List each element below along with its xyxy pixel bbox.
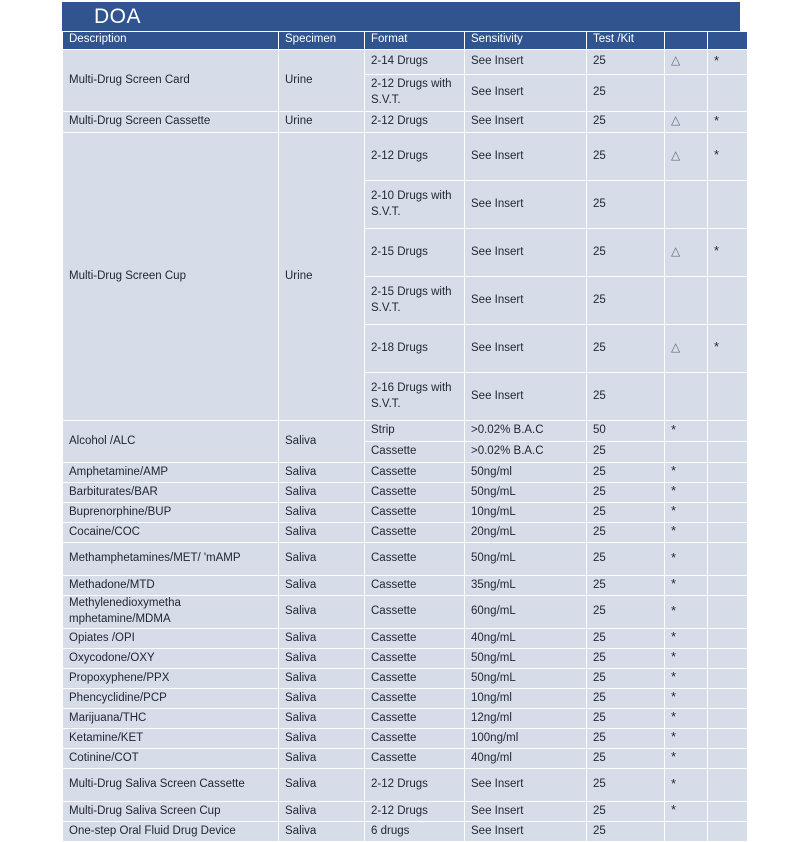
cell-test-kit: 25 [587, 543, 664, 575]
cell-test-kit: 25 [587, 483, 664, 502]
marker-cell-1 [665, 75, 707, 111]
cell-test-kit: 25 [587, 769, 664, 801]
cell-description: Propoxyphene/PPX [63, 669, 278, 688]
marker-cell-1 [665, 373, 707, 420]
asterisk-icon [665, 543, 707, 575]
doa-product-table [62, 31, 748, 842]
cell-specimen: Saliva [279, 669, 364, 688]
table-row [63, 802, 747, 821]
cell-format: Cassette [365, 576, 464, 595]
asterisk-icon [665, 421, 707, 441]
asterisk-glyph: * [671, 549, 677, 565]
asterisk-glyph: * [671, 576, 677, 592]
marker-cell-2 [708, 373, 747, 420]
table-row [63, 629, 747, 648]
cell-format: 2-12 Drugs [365, 112, 464, 132]
table-row [63, 50, 747, 74]
cell-specimen: Urine [279, 133, 364, 420]
cell-test-kit: 25 [587, 325, 664, 372]
doa-table-container [62, 2, 740, 842]
marker-cell-1 [665, 277, 707, 324]
cell-test-kit: 25 [587, 50, 664, 74]
marker-cell-1 [665, 442, 707, 462]
asterisk-glyph: * [671, 749, 677, 765]
asterisk-glyph: * [671, 463, 677, 479]
asterisk-icon [665, 649, 707, 668]
marker-cell-2 [708, 709, 747, 728]
cell-sensitivity: 100ng/ml [465, 729, 586, 748]
asterisk-icon [665, 802, 707, 821]
asterisk-icon [665, 709, 707, 728]
cell-format: Cassette [365, 629, 464, 648]
cell-test-kit: 25 [587, 709, 664, 728]
cell-sensitivity: 50ng/mL [465, 483, 586, 502]
cell-sensitivity: 20ng/mL [465, 523, 586, 542]
cell-specimen: Saliva [279, 463, 364, 482]
marker-cell-2 [708, 483, 747, 502]
table-body [63, 50, 747, 841]
cell-sensitivity: 50ng/mL [465, 543, 586, 575]
cell-format: Cassette [365, 709, 464, 728]
cell-format: 2-12 Drugs [365, 802, 464, 821]
asterisk-glyph: * [714, 52, 720, 68]
table-row [63, 649, 747, 668]
cell-sensitivity: See Insert [465, 822, 586, 841]
asterisk-icon [708, 325, 747, 372]
cell-description: Methylenedioxymetha mphetamine/MDMA [63, 596, 278, 628]
column-header-specimen: Specimen [279, 32, 364, 49]
cell-test-kit: 25 [587, 133, 664, 180]
cell-specimen: Saliva [279, 543, 364, 575]
asterisk-icon [665, 749, 707, 768]
cell-specimen: Saliva [279, 709, 364, 728]
cell-specimen: Saliva [279, 822, 364, 841]
asterisk-icon [708, 229, 747, 276]
triangle-glyph: △ [671, 53, 681, 68]
cell-description: Multi-Drug Saliva Screen Cassette [63, 769, 278, 801]
cell-test-kit: 25 [587, 442, 664, 462]
doa-title-banner [62, 2, 740, 31]
cell-format: 6 drugs [365, 822, 464, 841]
triangle-glyph: △ [671, 147, 681, 162]
cell-format: Cassette [365, 503, 464, 522]
cell-format: Cassette [365, 442, 464, 462]
cell-format: 2-12 Drugs with S.V.T. [365, 75, 464, 111]
cell-sensitivity: 12ng/ml [465, 709, 586, 728]
cell-description: Phencyclidine/PCP [63, 689, 278, 708]
asterisk-glyph: * [671, 602, 677, 618]
asterisk-icon [708, 50, 747, 74]
table-row [63, 709, 747, 728]
cell-test-kit: 25 [587, 649, 664, 668]
asterisk-icon [708, 112, 747, 132]
cell-test-kit: 25 [587, 277, 664, 324]
asterisk-glyph: * [714, 147, 720, 163]
cell-specimen: Saliva [279, 576, 364, 595]
marker-cell-2 [708, 503, 747, 522]
cell-description: Barbiturates/BAR [63, 483, 278, 502]
marker-cell-2 [708, 649, 747, 668]
asterisk-glyph: * [714, 243, 720, 259]
triangle-icon [665, 133, 707, 180]
triangle-glyph: △ [671, 339, 681, 354]
marker-cell-2 [708, 277, 747, 324]
asterisk-icon [665, 596, 707, 628]
cell-specimen: Urine [279, 50, 364, 111]
column-header-description: Description [63, 32, 278, 49]
cell-sensitivity: See Insert [465, 133, 586, 180]
asterisk-icon [665, 669, 707, 688]
column-header-marker-2 [708, 32, 747, 49]
asterisk-icon [665, 769, 707, 801]
cell-sensitivity: See Insert [465, 373, 586, 420]
marker-cell-2 [708, 523, 747, 542]
cell-description: One-step Oral Fluid Drug Device [63, 822, 278, 841]
cell-format: 2-14 Drugs [365, 50, 464, 74]
cell-test-kit: 25 [587, 373, 664, 420]
cell-test-kit: 25 [587, 669, 664, 688]
marker-cell-1 [665, 822, 707, 841]
asterisk-glyph: * [671, 649, 677, 665]
cell-format: Cassette [365, 649, 464, 668]
marker-cell-2 [708, 669, 747, 688]
cell-format: Cassette [365, 729, 464, 748]
marker-cell-2 [708, 802, 747, 821]
table-row [63, 729, 747, 748]
marker-cell-1 [665, 181, 707, 228]
cell-sensitivity: >0.02% B.A.C [465, 421, 586, 441]
cell-format: 2-12 Drugs [365, 769, 464, 801]
table-row [63, 669, 747, 688]
marker-cell-2 [708, 576, 747, 595]
cell-test-kit: 25 [587, 523, 664, 542]
cell-specimen: Saliva [279, 503, 364, 522]
asterisk-glyph: * [671, 629, 677, 645]
column-header-sensitivity: Sensitivity [465, 32, 586, 49]
table-header [63, 32, 747, 49]
asterisk-icon [665, 576, 707, 595]
cell-specimen: Urine [279, 112, 364, 132]
marker-cell-2 [708, 442, 747, 462]
triangle-icon [665, 325, 707, 372]
table-row [63, 483, 747, 502]
cell-format: Cassette [365, 483, 464, 502]
asterisk-glyph: * [671, 669, 677, 685]
asterisk-icon [665, 729, 707, 748]
table-row [63, 112, 747, 132]
marker-cell-2 [708, 543, 747, 575]
cell-specimen: Saliva [279, 749, 364, 768]
column-header-marker-1 [665, 32, 707, 49]
cell-description: Multi-Drug Saliva Screen Cup [63, 802, 278, 821]
cell-format: 2-12 Drugs [365, 133, 464, 180]
cell-sensitivity: See Insert [465, 112, 586, 132]
table-row [63, 576, 747, 595]
cell-sensitivity: 10ng/mL [465, 503, 586, 522]
cell-sensitivity: 60ng/mL [465, 596, 586, 628]
cell-sensitivity: See Insert [465, 50, 586, 74]
asterisk-glyph: * [671, 523, 677, 539]
cell-format: Cassette [365, 463, 464, 482]
header-row [63, 32, 747, 49]
cell-description: Multi-Drug Screen Cassette [63, 112, 278, 132]
asterisk-glyph: * [671, 689, 677, 705]
table-row [63, 503, 747, 522]
cell-test-kit: 25 [587, 229, 664, 276]
triangle-glyph: △ [671, 113, 681, 128]
cell-sensitivity: 50ng/ml [465, 463, 586, 482]
table-row [63, 133, 747, 180]
cell-description: Methadone/MTD [63, 576, 278, 595]
cell-sensitivity: See Insert [465, 229, 586, 276]
asterisk-icon [665, 483, 707, 502]
asterisk-icon [665, 689, 707, 708]
cell-specimen: Saliva [279, 421, 364, 462]
table-row [63, 421, 747, 441]
marker-cell-2 [708, 822, 747, 841]
cell-description: Marijuana/THC [63, 709, 278, 728]
cell-test-kit: 25 [587, 463, 664, 482]
marker-cell-2 [708, 421, 747, 441]
cell-specimen: Saliva [279, 483, 364, 502]
cell-test-kit: 25 [587, 802, 664, 821]
triangle-glyph: △ [671, 243, 681, 258]
marker-cell-2 [708, 689, 747, 708]
cell-description: Multi-Drug Screen Cup [63, 133, 278, 420]
cell-test-kit: 25 [587, 596, 664, 628]
cell-description: Multi-Drug Screen Card [63, 50, 278, 111]
cell-format: 2-16 Drugs with S.V.T. [365, 373, 464, 420]
asterisk-glyph: * [671, 802, 677, 818]
cell-sensitivity: See Insert [465, 769, 586, 801]
cell-format: 2-15 Drugs with S.V.T. [365, 277, 464, 324]
triangle-icon [665, 229, 707, 276]
asterisk-icon [708, 133, 747, 180]
cell-sensitivity: See Insert [465, 181, 586, 228]
marker-cell-2 [708, 749, 747, 768]
cell-format: Cassette [365, 689, 464, 708]
cell-description: Ketamine/KET [63, 729, 278, 748]
cell-test-kit: 25 [587, 503, 664, 522]
marker-cell-2 [708, 729, 747, 748]
cell-sensitivity: See Insert [465, 802, 586, 821]
cell-sensitivity: See Insert [465, 325, 586, 372]
cell-format: Cassette [365, 749, 464, 768]
cell-format: Cassette [365, 523, 464, 542]
cell-sensitivity: 35ng/mL [465, 576, 586, 595]
cell-test-kit: 25 [587, 112, 664, 132]
cell-specimen: Saliva [279, 802, 364, 821]
cell-test-kit: 25 [587, 576, 664, 595]
cell-specimen: Saliva [279, 596, 364, 628]
cell-specimen: Saliva [279, 649, 364, 668]
cell-description: Cotinine/COT [63, 749, 278, 768]
cell-sensitivity: 40ng/ml [465, 749, 586, 768]
cell-test-kit: 25 [587, 75, 664, 111]
marker-cell-2 [708, 596, 747, 628]
cell-test-kit: 25 [587, 629, 664, 648]
cell-specimen: Saliva [279, 689, 364, 708]
marker-cell-2 [708, 181, 747, 228]
asterisk-glyph: * [671, 775, 677, 791]
cell-sensitivity: 40ng/mL [465, 629, 586, 648]
asterisk-icon [665, 523, 707, 542]
cell-specimen: Saliva [279, 769, 364, 801]
table-row [63, 543, 747, 575]
table-row [63, 822, 747, 841]
cell-format: Cassette [365, 543, 464, 575]
column-header-format: Format [365, 32, 464, 49]
cell-description: Opiates /OPI [63, 629, 278, 648]
cell-format: 2-15 Drugs [365, 229, 464, 276]
cell-sensitivity: See Insert [465, 75, 586, 111]
table-row [63, 523, 747, 542]
cell-description: Amphetamine/AMP [63, 463, 278, 482]
cell-description: Methamphetamines/MET/ 'mAMP [63, 543, 278, 575]
marker-cell-2 [708, 629, 747, 648]
cell-format: 2-10 Drugs with S.V.T. [365, 181, 464, 228]
cell-format: 2-18 Drugs [365, 325, 464, 372]
asterisk-glyph: * [714, 339, 720, 355]
triangle-icon [665, 50, 707, 74]
cell-test-kit: 25 [587, 181, 664, 228]
cell-sensitivity: 50ng/mL [465, 649, 586, 668]
triangle-icon [665, 112, 707, 132]
cell-format: Cassette [365, 596, 464, 628]
cell-test-kit: 50 [587, 421, 664, 441]
cell-sensitivity: 10ng/ml [465, 689, 586, 708]
table-row [63, 689, 747, 708]
cell-description: Buprenorphine/BUP [63, 503, 278, 522]
cell-sensitivity: See Insert [465, 277, 586, 324]
page-title: DOA [94, 5, 142, 28]
asterisk-glyph: * [714, 112, 720, 128]
asterisk-glyph: * [671, 729, 677, 745]
asterisk-glyph: * [671, 503, 677, 519]
marker-cell-2 [708, 75, 747, 111]
cell-description: Alcohol /ALC [63, 421, 278, 462]
cell-test-kit: 25 [587, 689, 664, 708]
table-row [63, 749, 747, 768]
cell-test-kit: 25 [587, 822, 664, 841]
asterisk-icon [665, 629, 707, 648]
asterisk-glyph: * [671, 421, 677, 437]
cell-sensitivity: 50ng/mL [465, 669, 586, 688]
table-row [63, 596, 747, 628]
cell-format: Strip [365, 421, 464, 441]
cell-specimen: Saliva [279, 629, 364, 648]
cell-specimen: Saliva [279, 523, 364, 542]
cell-description: Cocaine/COC [63, 523, 278, 542]
cell-specimen: Saliva [279, 729, 364, 748]
cell-description: Oxycodone/OXY [63, 649, 278, 668]
table-row [63, 769, 747, 801]
marker-cell-2 [708, 463, 747, 482]
cell-test-kit: 25 [587, 749, 664, 768]
asterisk-glyph: * [671, 709, 677, 725]
asterisk-glyph: * [671, 483, 677, 499]
marker-cell-2 [708, 769, 747, 801]
asterisk-icon [665, 503, 707, 522]
cell-format: Cassette [365, 669, 464, 688]
column-header-test-kit: Test /Kit [587, 32, 664, 49]
cell-sensitivity: >0.02% B.A.C [465, 442, 586, 462]
cell-test-kit: 25 [587, 729, 664, 748]
asterisk-icon [665, 463, 707, 482]
table-row [63, 463, 747, 482]
